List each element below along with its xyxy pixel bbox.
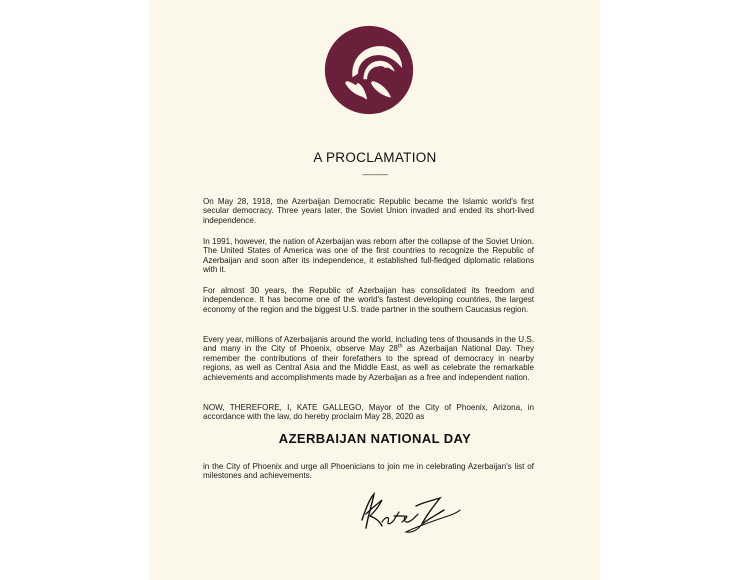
phoenix-logo-icon — [323, 24, 415, 116]
closing-paragraph: in the City of Phoenix and urge all Phoenicians to join me in celebrating Azerbaijan's list of milestones and achievements. — [203, 462, 534, 481]
proclamation-title: A PROCLAMATION — [313, 150, 437, 165]
proclaimed-day-heading: AZERBAIJAN NATIONAL DAY — [278, 431, 472, 446]
title-divider: -------------- — [362, 172, 388, 179]
paragraph-2: In 1991, however, the nation of Azerbaijan was reborn after the collapse of the Soviet Union. The United States of America was one of the first countries to recognize the Republic of Azerbaijan and soon after its independence, it established full-fledged diplomatic relations with it. — [203, 237, 534, 275]
ordinal-suffix: th — [397, 343, 403, 350]
paragraph-4 — [203, 335, 534, 382]
paragraph-1: On May 28, 1918, the Azerbaijan Democratic Republic became the Islamic world's first secular democracy. Three years later, the Soviet Union invaded and ended its short-lived independence. — [203, 197, 534, 225]
paragraph-4-start: Every year, millions of Azerbaijanis around the world, including tens of thousands in the U.S. and many in the City of Phoenix, observe May 28 — [203, 335, 534, 354]
paragraph-3: For almost 30 years, the Republic of Azerbaijan has consolidated its freedom and independence. It has become one of the world's fastest developing countries, the largest economy of the region and the biggest U.S. trade partner in the southern Caucasus region. — [203, 286, 534, 314]
therefore-paragraph: NOW, THEREFORE, I, KATE GALLEGO, Mayor of the City of Phoenix, Arizona, in accordance with the law, do hereby proclaim May 28, 2020 as — [203, 403, 534, 422]
mayor-signature — [352, 486, 464, 536]
paragraph-4-end: as Azerbaijan National Day. They remember the contributions of their forefathers to the spread of democracy in nearby regions, as well as Central Asia and the Middle East, as well as celebrate the remarkable achievements and accomplishments made by Azerbaijan as a free and independent nation. — [203, 344, 534, 382]
